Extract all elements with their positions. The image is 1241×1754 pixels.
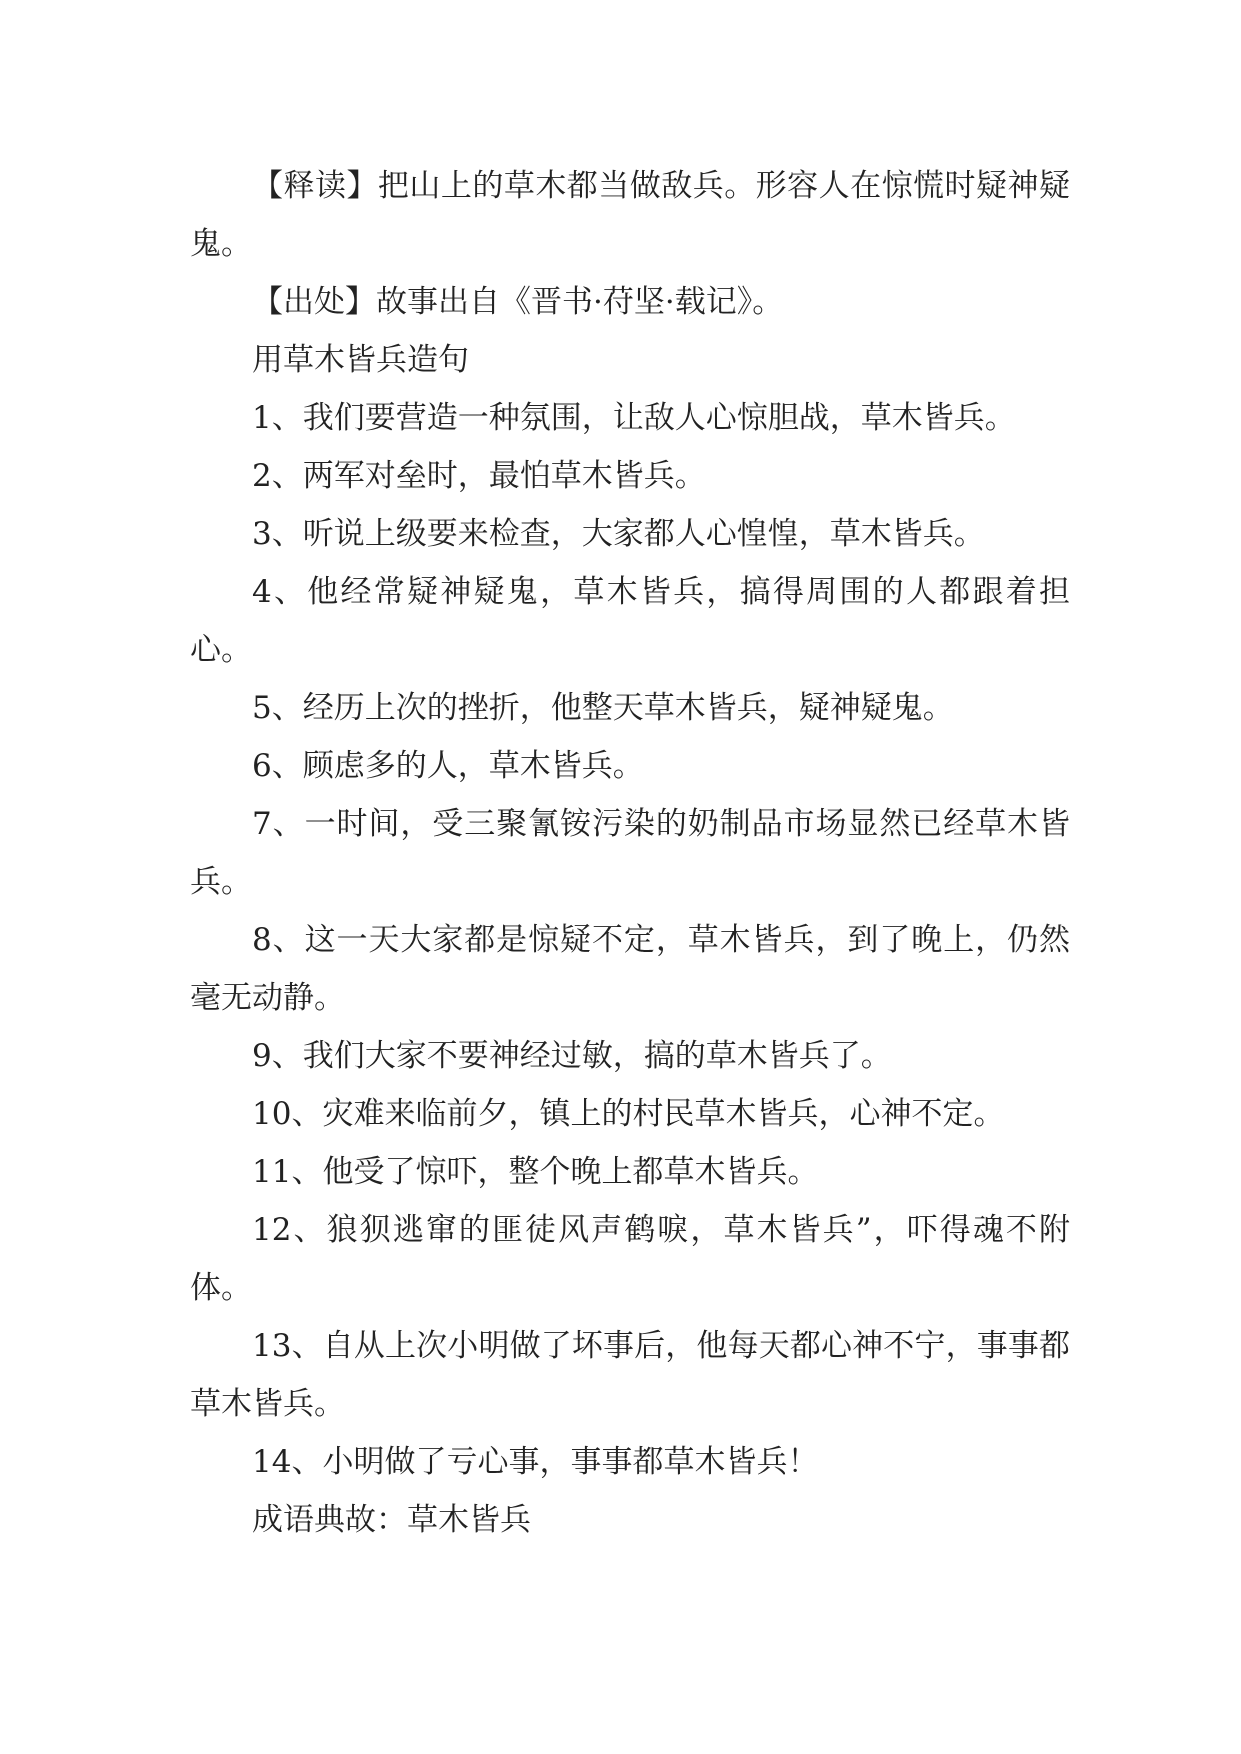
example-sentence-5: 5、经历上次的挫折，他整天草木皆兵，疑神疑鬼。 bbox=[252, 690, 954, 726]
section-heading-sentences: 用草木皆兵造句 bbox=[252, 342, 469, 378]
example-sentence-13: 13、自从上次小明做了坏事后，他每天都心神不宁，事事都草木皆兵。 bbox=[190, 1328, 1070, 1422]
example-sentence-6: 6、顾虑多的人，草木皆兵。 bbox=[252, 748, 644, 784]
document-body bbox=[190, 157, 1070, 1549]
example-sentence-4: 4、他经常疑神疑鬼，草木皆兵，搞得周围的人都跟着担心。 bbox=[190, 574, 1070, 668]
paragraph-source: 【出处】故事出自《晋书·苻坚·载记》。 bbox=[252, 284, 784, 320]
example-sentence-8: 8、这一天大家都是惊疑不定，草木皆兵，到了晚上，仍然毫无动静。 bbox=[190, 922, 1070, 1016]
example-sentence-1: 1、我们要营造一种氛围，让敌人心惊胆战，草木皆兵。 bbox=[252, 400, 1016, 436]
example-sentence-10: 10、灾难来临前夕，镇上的村民草木皆兵，心神不定。 bbox=[252, 1096, 1005, 1132]
example-sentence-7: 7、一时间，受三聚氰铵污染的奶制品市场显然已经草木皆兵。 bbox=[190, 806, 1070, 900]
example-sentence-14: 14、小明做了亏心事，事事都草木皆兵！ bbox=[252, 1444, 819, 1480]
paragraph-definition: 【释读】把山上的草木都当做敌兵。形容人在惊慌时疑神疑鬼。 bbox=[190, 168, 1070, 262]
example-sentence-11: 11、他受了惊吓，整个晚上都草木皆兵。 bbox=[252, 1154, 819, 1190]
example-sentence-3: 3、听说上级要来检查，大家都人心惶惶，草木皆兵。 bbox=[252, 516, 985, 552]
example-sentence-12: 12、狼狈逃窜的匪徒风声鹤唳，草木皆兵”，吓得魂不附体。 bbox=[190, 1212, 1070, 1306]
example-sentence-9: 9、我们大家不要神经过敏，搞的草木皆兵了。 bbox=[252, 1038, 892, 1074]
example-sentence-2: 2、两军对垒时，最怕草木皆兵。 bbox=[252, 458, 706, 494]
section-heading-allusion: 成语典故：草木皆兵 bbox=[252, 1502, 531, 1538]
